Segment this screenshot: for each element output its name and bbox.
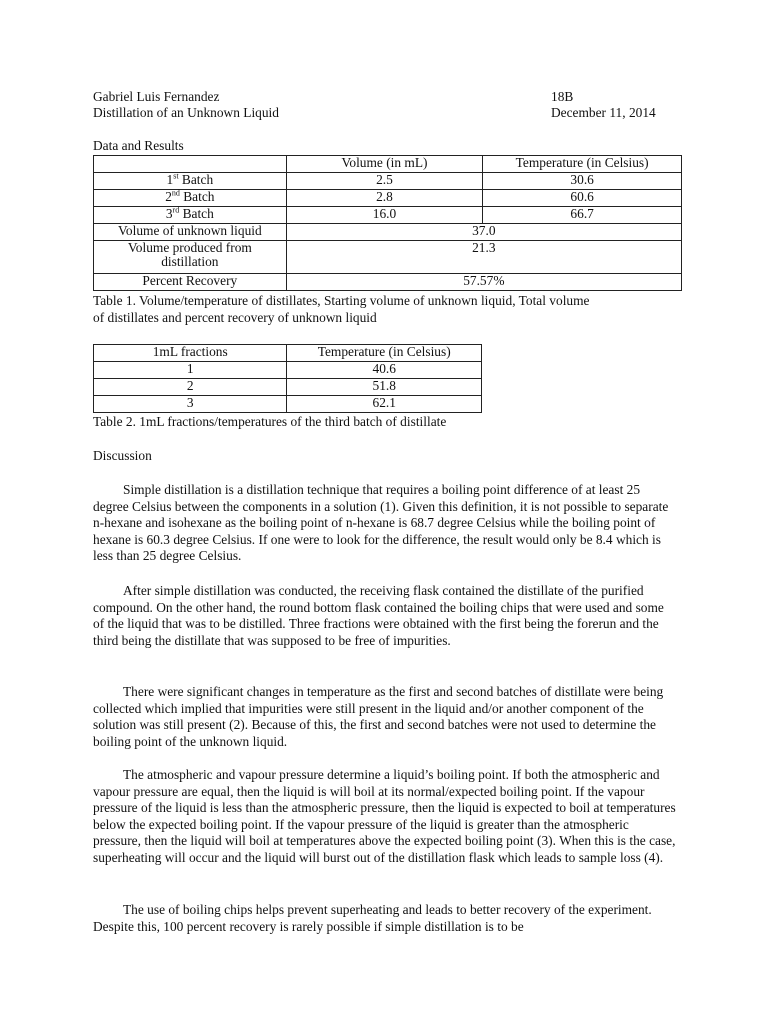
paragraph-3: There were significant changes in temperature as the first and second batches of distillate were being collected which implied that impurities were still present in the liquid and/or another component of the solution was still present (2). Because of this, the first and second batches were not used to determine the boiling point of the unknown liquid. [93, 684, 664, 749]
table-1-caption-line-1: Table 1. Volume/temperature of distillates, Starting volume of unknown liquid, Total volume [93, 293, 590, 308]
table-row [94, 345, 482, 362]
table-row [94, 396, 482, 413]
table-cell: Volume of unknown liquid [94, 224, 287, 241]
section-code: 18B [551, 89, 574, 104]
table-cell: 16.0 [286, 207, 483, 224]
author-name: Gabriel Luis Fernandez [93, 89, 220, 104]
table-cell: 30.6 [483, 173, 682, 190]
table-row [94, 156, 682, 173]
table-2-caption: Table 2. 1mL fractions/temperatures of the third batch of distillate [93, 414, 447, 429]
table-row [94, 207, 682, 224]
report-date: December 11, 2014 [551, 105, 656, 120]
table-header: 1mL fractions [94, 345, 287, 362]
table-row [94, 241, 682, 274]
table-cell [94, 156, 287, 173]
table-cell: Percent Recovery [94, 274, 287, 291]
table-row [94, 379, 482, 396]
table-cell: 40.6 [287, 362, 482, 379]
table-cell: 3 [94, 396, 287, 413]
table-2 [93, 344, 482, 413]
paragraph-4: The atmospheric and vapour pressure determine a liquid’s boiling point. If both the atmospheric and vapour pressure are equal, then the liquid is will boil at its normal/expected boiling point. If the vapour pressure of the liquid is less than the atmospheric pressure, then the liquid is expected to boil at temperatures below the expected boiling point. If the vapour pressure of the liquid is greater than the atmospheric pressure, then the liquid will boil at temperatures above the expected boiling point (3). When this is the case, superheating will occur and the liquid will burst out of the distillation flask which leads to sample loss (4). [93, 767, 676, 865]
discussion-heading: Discussion [93, 448, 152, 463]
table-header: Temperature (in Celsius) [483, 156, 682, 173]
table-row [94, 362, 482, 379]
paragraph-1: Simple distillation is a distillation technique that requires a boiling point difference of at least 25 degree Celsius between the components in a solution (1). Given this definition, it is not possible to separate n-hexane and isohexane as the boiling point of n-hexane is 68.7 degree Celsius while the boiling point of hexane is 60.3 degree Celsius. If one were to look for the difference, the result would only be 8.4 which is less than 25 degree Celsius. [93, 482, 669, 563]
table-cell: 37.0 [286, 224, 681, 241]
data-heading: Data and Results [93, 138, 184, 153]
table-cell: 51.8 [287, 379, 482, 396]
table-cell: 1 [94, 362, 287, 379]
batch-label: 3rd Batch [94, 207, 287, 224]
table-cell: 21.3 [286, 241, 681, 274]
table-row [94, 173, 682, 190]
table-cell: 2.8 [286, 190, 483, 207]
table-cell: 57.57% [286, 274, 681, 291]
paragraph-2: After simple distillation was conducted, the receiving flask contained the distillate of the purified compound. On the other hand, the round bottom flask contained the boiling chips that were used and some of the liquid that was to be distilled. Three fractions were obtained with the first being the forerun and the third being the distillate that was supposed to be free of impurities. [93, 583, 664, 648]
table-row [94, 224, 682, 241]
table-header: Temperature (in Celsius) [287, 345, 482, 362]
table-cell: 62.1 [287, 396, 482, 413]
batch-label: 2nd Batch [94, 190, 287, 207]
table-cell: 2 [94, 379, 287, 396]
report-title: Distillation of an Unknown Liquid [93, 105, 279, 120]
paragraph-5: The use of boiling chips helps prevent superheating and leads to better recovery of the experiment. Despite this, 100 percent recovery is rarely possible if simple distillation is to be [93, 902, 652, 934]
table-1 [93, 155, 682, 291]
table-cell: 60.6 [483, 190, 682, 207]
table-row [94, 190, 682, 207]
table-cell: 66.7 [483, 207, 682, 224]
batch-label: 1st Batch [94, 173, 287, 190]
table-1-caption-line-2: of distillates and percent recovery of unknown liquid [93, 310, 377, 325]
table-cell: Volume produced from distillation [94, 241, 287, 274]
table-cell: 2.5 [286, 173, 483, 190]
table-row [94, 274, 682, 291]
table-header: Volume (in mL) [286, 156, 483, 173]
